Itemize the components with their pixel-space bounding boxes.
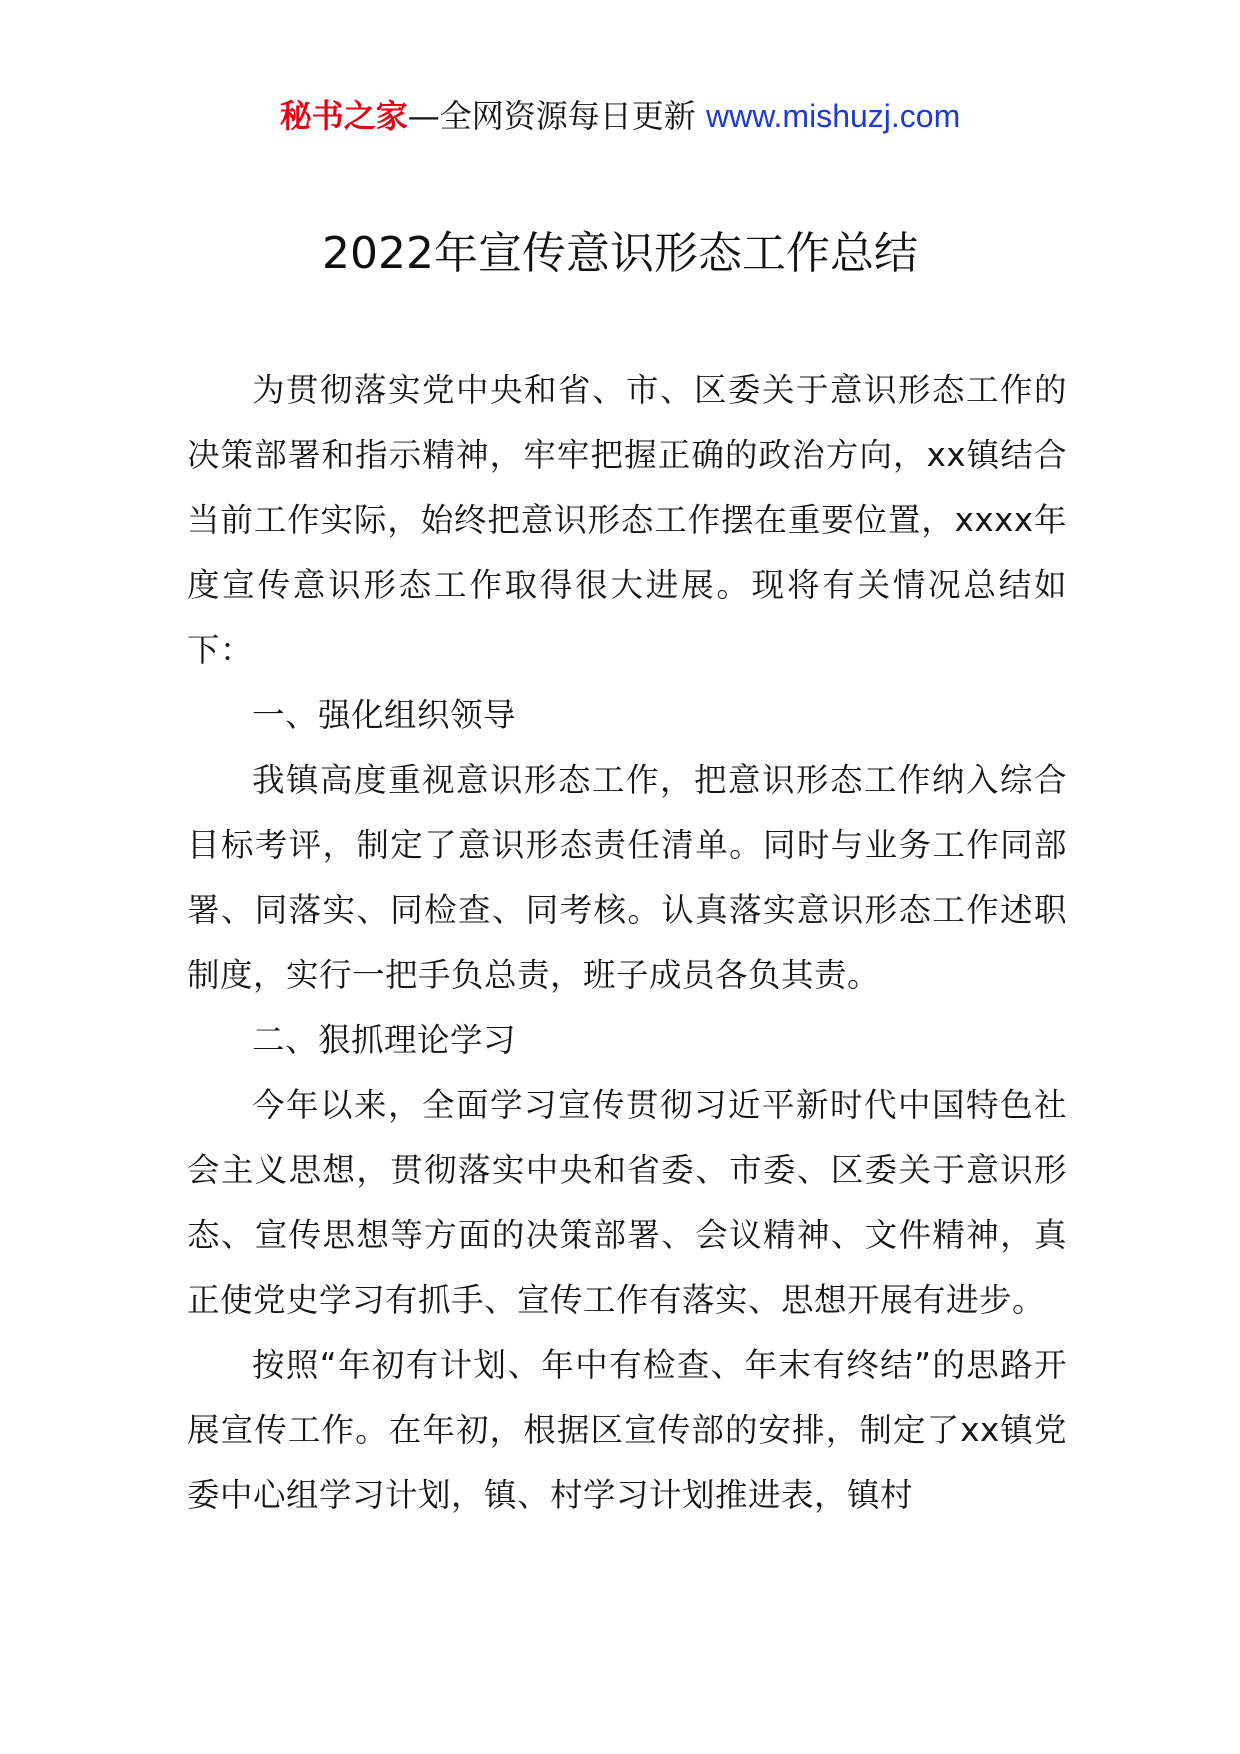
section-1-paragraph: 我镇高度重视意识形态工作，把意识形态工作纳入综合目标考评，制定了意识形态责任清单。同时与业务工作同部署、同落实、同检查、同考核。认真落实意识形态工作述职制度，实行一把手负总责，班子成员各负其责。 <box>187 761 1067 994</box>
brand-name: 秘书之家 <box>279 97 408 135</box>
section-heading-2: 二、狠抓理论学习 <box>252 1021 517 1059</box>
document-title: 2022年宣传意识形态工作总结 <box>322 228 918 279</box>
document-body <box>187 358 1067 1528</box>
site-url-link[interactable]: www.mishuzj.com <box>705 98 961 134</box>
section-2-paragraph-1: 今年以来，全面学习宣传贯彻习近平新时代中国特色社会主义思想，贯彻落实中央和省委、市委、区委关于意识形态、宣传思想等方面的决策部署、会议精神、文件精神，真正使党史学习有抓手、宣传工作有落实、思想开展有进步。 <box>187 1086 1067 1319</box>
site-header <box>0 96 1240 136</box>
header-tagline: —全网资源每日更新 <box>407 97 696 135</box>
section-heading-1: 一、强化组织领导 <box>252 696 517 734</box>
intro-paragraph: 为贯彻落实党中央和省、市、区委关于意识形态工作的决策部署和指示精神，牢牢把握正确的政治方向，xx镇结合当前工作实际，始终把意识形态工作摆在重要位置，xxxx年度宣传意识形态工作取得很大进展。现将有关情况总结如下： <box>187 371 1067 669</box>
section-2-paragraph-2: 按照“年初有计划、年中有检查、年末有终结”的思路开展宣传工作。在年初，根据区宣传部的安排，制定了xx镇党委中心组学习计划，镇、村学习计划推进表，镇村 <box>187 1346 1067 1514</box>
